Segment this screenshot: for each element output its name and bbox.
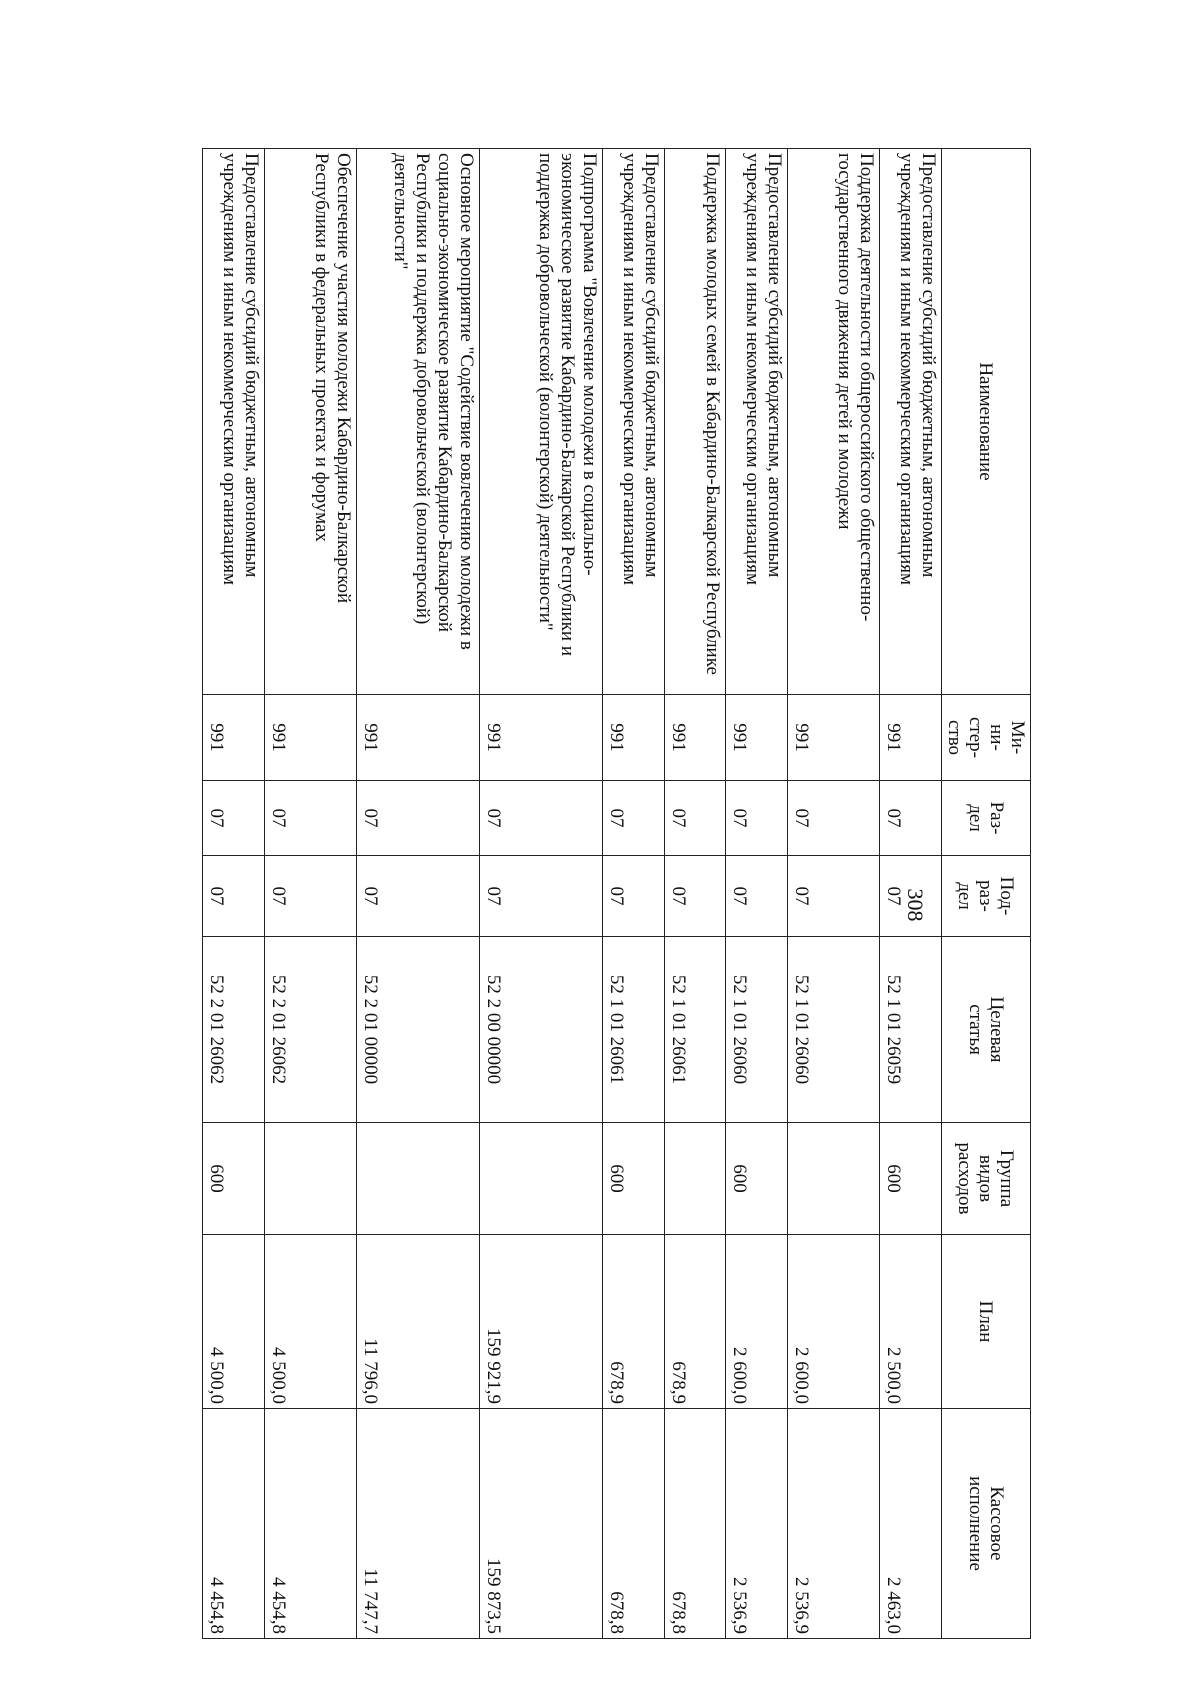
table-header-row [942,149,1031,1639]
cell-plan: 2 600,0 [788,1235,880,1409]
cell-executed: 678,8 [603,1409,665,1639]
cell-group [357,1123,480,1235]
cell-section: 07 [726,781,788,856]
cell-target: 52 1 01 26060 [726,937,788,1123]
cell-plan: 678,9 [603,1235,665,1409]
table-row [357,149,480,1639]
cell-executed: 2 536,9 [726,1409,788,1639]
cell-name: Предоставление субсидий бюджетным, автономным учреждениям и иным некоммерческим организациям [880,149,942,695]
cell-section: 07 [480,781,603,856]
page-number: 308 [903,888,928,922]
cell-subsection: 07 [664,856,726,937]
cell-name: Предоставление субсидий бюджетным, автономным учреждениям и иным некоммерческим организациям [203,149,265,695]
cell-group: 600 [726,1123,788,1235]
cell-name: Предоставление субсидий бюджетным, автономным учреждениям и иным некоммерческим организациям [726,149,788,695]
cell-group [480,1123,603,1235]
cell-subsection: 07 [357,856,480,937]
budget-sheet [202,148,1031,1638]
cell-executed: 678,8 [664,1409,726,1639]
cell-ministry: 991 [788,695,880,781]
cell-target: 52 2 01 00000 [357,937,480,1123]
budget-table [202,148,1031,1639]
table-row [480,149,603,1639]
cell-name: Поддержка деятельности общероссийского общественно-государственного движения детей и молодежи [788,149,880,695]
cell-ministry: 991 [603,695,665,781]
cell-executed: 159 873,5 [480,1409,603,1639]
table-row [664,149,726,1639]
cell-plan: 678,9 [664,1235,726,1409]
cell-target: 52 2 00 00000 [480,937,603,1123]
table-row [788,149,880,1639]
cell-subsection: 07 [603,856,665,937]
header-group: Группа видов расходов [942,1123,1031,1235]
cell-section: 07 [203,781,265,856]
cell-ministry: 991 [264,695,356,781]
cell-plan: 2 500,0 [880,1235,942,1409]
cell-executed: 2 536,9 [788,1409,880,1639]
header-executed: Кассовое исполнение [942,1409,1031,1639]
cell-plan: 2 600,0 [726,1235,788,1409]
header-section: Раз- дел [942,781,1031,856]
rotated-table-region [202,148,1200,1634]
cell-target: 52 1 01 26061 [603,937,665,1123]
table-row [603,149,665,1639]
cell-ministry: 991 [664,695,726,781]
table-row [726,149,788,1639]
cell-ministry: 991 [726,695,788,781]
cell-target: 52 2 01 26062 [264,937,356,1123]
cell-group: 600 [880,1123,942,1235]
cell-subsection: 07 [726,856,788,937]
cell-plan: 11 796,0 [357,1235,480,1409]
cell-name: Подпрограмма "Вовлечение молодежи в социально-экономическое развитие Кабардино-Балкарской Республики и поддержка добровольческой (волонтерской) деятельности" [480,149,603,695]
table-row [880,149,942,1639]
cell-executed: 11 747,7 [357,1409,480,1639]
cell-group [664,1123,726,1235]
cell-subsection: 07 [480,856,603,937]
cell-group: 600 [603,1123,665,1235]
cell-subsection: 07 [203,856,265,937]
table-row [203,149,265,1639]
cell-group [264,1123,356,1235]
cell-name: Предоставление субсидий бюджетным, автономным учреждениям и иным некоммерческим организациям [603,149,665,695]
cell-name: Обеспечение участия молодежи Кабардино-Балкарской Республики в федеральных проектах и форумах [264,149,356,695]
header-target: Целевая статья [942,937,1031,1123]
header-plan: План [942,1235,1031,1409]
cell-group: 600 [203,1123,265,1235]
cell-group [788,1123,880,1235]
cell-subsection: 07 [264,856,356,937]
cell-ministry: 991 [357,695,480,781]
cell-ministry: 991 [203,695,265,781]
cell-target: 52 1 01 26060 [788,937,880,1123]
cell-section: 07 [788,781,880,856]
cell-section: 07 [880,781,942,856]
cell-executed: 2 463,0 [880,1409,942,1639]
cell-executed: 4 454,8 [203,1409,265,1639]
cell-section: 07 [264,781,356,856]
cell-section: 07 [357,781,480,856]
header-name: Наименование [942,149,1031,695]
cell-name: Основное мероприятие "Содействие вовлечению молодежи в социально-экономическое развитие Кабардино-Балкарской Республики и поддержка добровольческой (волонтерской) деятельности" [357,149,480,695]
cell-plan: 4 500,0 [203,1235,265,1409]
cell-executed: 4 454,8 [264,1409,356,1639]
cell-target: 52 1 01 26061 [664,937,726,1123]
cell-ministry: 991 [880,695,942,781]
header-subsection: Под- раз- дел [942,856,1031,937]
cell-target: 52 2 01 26062 [203,937,265,1123]
table-row [264,149,356,1639]
cell-subsection: 07 [788,856,880,937]
header-ministry: Ми- ни- стер- ство [942,695,1031,781]
cell-plan: 159 921,9 [480,1235,603,1409]
cell-target: 52 1 01 26059 [880,937,942,1123]
cell-plan: 4 500,0 [264,1235,356,1409]
cell-section: 07 [664,781,726,856]
cell-ministry: 991 [480,695,603,781]
cell-subsection: 07 [880,856,942,937]
cell-name: Поддержка молодых семей в Кабардино-Балкарской Республике [664,149,726,695]
cell-section: 07 [603,781,665,856]
